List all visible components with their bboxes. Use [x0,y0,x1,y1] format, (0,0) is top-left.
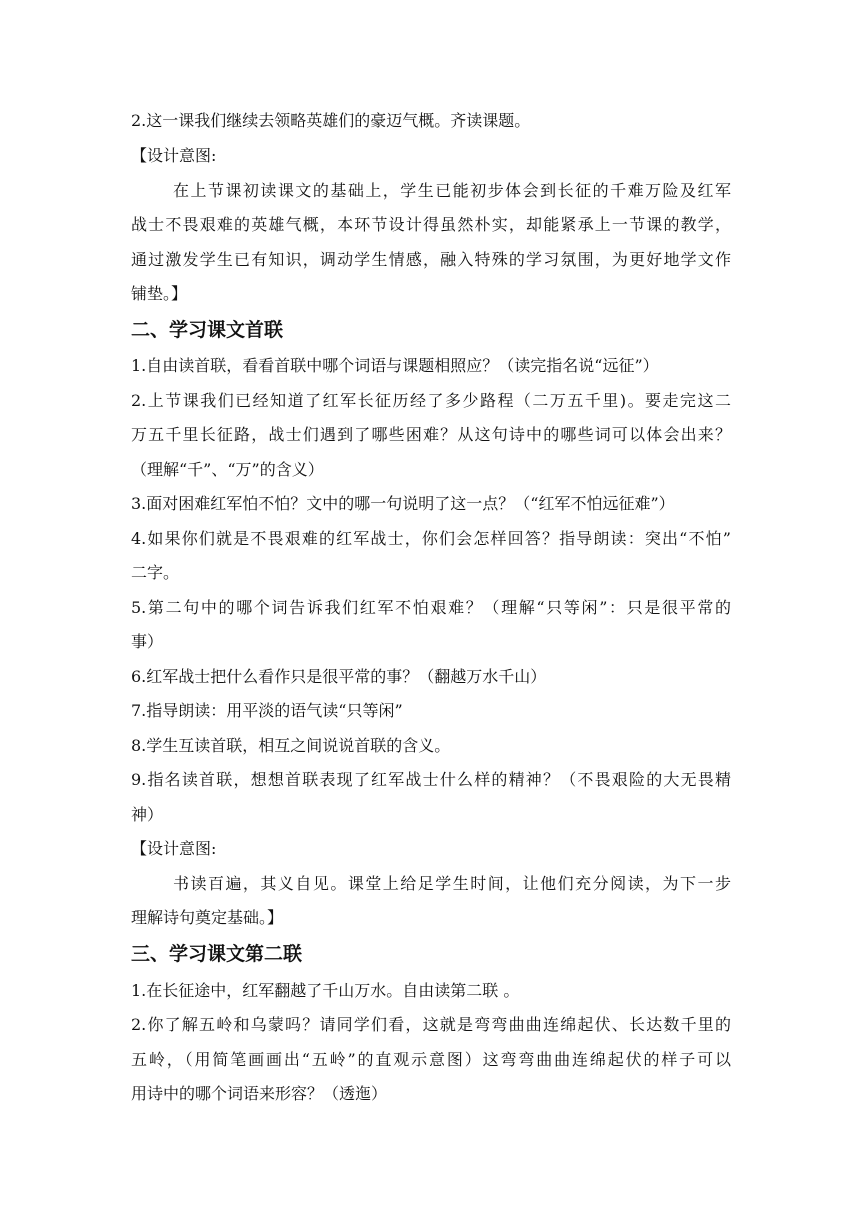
text-line: 6.红军战士把什么看作只是很平常的事？（翻越万水千山） [131,667,547,686]
text-line: 通过激发学生已有知识，调动学生情感，融入特殊的学习氛围，为更好地学文作 [131,250,731,269]
text-line: 5.第二句中的哪个词告诉我们红军不怕艰难？（理解“只等闲”：只是很平常的 [131,598,731,617]
text-line: 9.指名读首联，想想首联表现了红军战士什么样的精神？（不畏艰险的大无畏精 [131,770,731,789]
text-line: 事） [131,632,164,651]
text-line: 3.面对困难红军怕不怕？文中的哪一句说明了这一点？（“红军不怕远征难”） [131,494,675,513]
text-line: 7.指导朗读：用平淡的语气读“只等闲” [131,701,403,720]
text-line: 五岭，（用简笔画画出“五岭”的直观示意图）这弯弯曲曲连绵起伏的样子可以 [131,1050,731,1069]
text-line: 书读百遍，其义自见。课堂上给足学生时间，让他们充分阅读，为下一步 [173,874,731,893]
text-line: 1.在长征途中，红军翻越了千山万水。自由读第二联 。 [131,981,520,1000]
text-line: 铺垫。】 [131,284,188,303]
text-line: 2.上节课我们已经知道了红军长征历经了多少路程（二万五千里)。要走完这二 [131,391,731,410]
text-line: （理解“千”、“万”的含义） [131,460,324,479]
text-line: 在上节课初读课文的基础上，学生已能初步体会到长征的千难万险及红军 [173,181,731,200]
section-heading: 三、学习课文第二联 [131,943,303,965]
design-intent-label: 【设计意图: [131,839,217,858]
text-line: 用诗中的哪个词语来形容？（透迤） [131,1084,388,1103]
design-intent-label: 【设计意图: [131,146,217,165]
text-line: 2.这一课我们继续去领略英雄们的豪迈气概。齐读课题。 [131,111,531,130]
text-line: 万五千里长征路，战士们遇到了哪些困难？从这句诗中的哪些词可以体会出来？ [131,425,731,444]
section-heading: 二、学习课文首联 [131,319,284,341]
text-line: 神） [131,805,164,824]
text-line: 8.学生互读首联，相互之间说说首联的含义。 [131,736,451,755]
text-line: 2.你了解五岭和乌蒙吗？请同学们看，这就是弯弯曲曲连绵起伏、长达数千里的 [131,1015,731,1034]
text-line: 1.自由读首联，看看首联中哪个词语与课题相照应？（读完指名说“远征”） [131,356,659,375]
text-line: 战士不畏艰难的英雄气概，本环节设计得虽然朴实，却能紧承上一节课的教学， [131,215,731,234]
text-line: 理解诗句奠定基础。】 [131,908,284,927]
text-line: 二字。 [131,563,180,582]
text-line: 4.如果你们就是不畏艰难的红军战士，你们会怎样回答？指导朗读：突出“不怕” [131,529,731,548]
